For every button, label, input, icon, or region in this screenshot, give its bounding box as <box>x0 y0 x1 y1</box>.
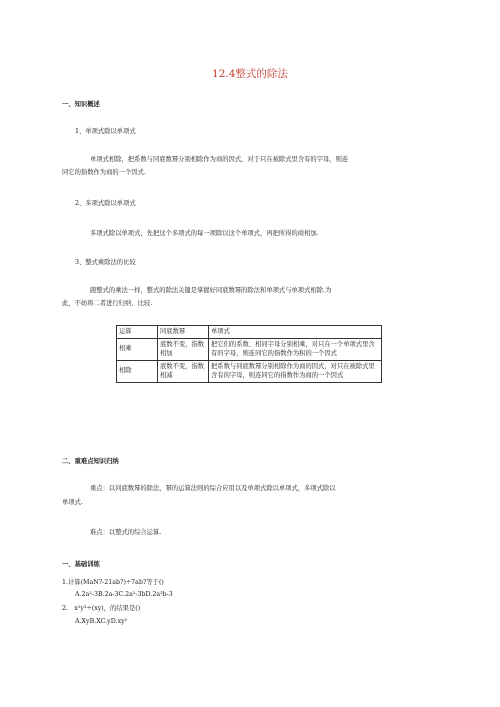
section-heading-overview: 一、知识概述 <box>62 101 100 108</box>
key-points-line1: 重点：以同底数幂的除法，幂的运算法则的综合应用以及单项式除以单项式，多项式除以 <box>90 485 336 492</box>
subheading-mono-div-mono: 1、单项式除以单项式 <box>75 128 136 135</box>
paragraph-mono-div-line2: 同它的指数作为商的一个因式. <box>62 169 146 176</box>
paragraph-compare-line1: 跟整式的乘法一样，整式的除法关键是掌握好同底数幂的除法和单项式与单项式相除.为 <box>90 287 332 294</box>
comparison-table <box>116 325 382 383</box>
paragraph-poly-div: 多项式除以单项式，先把这个多项式的每一项除以这个单项式，再把所得的商相加. <box>90 230 319 237</box>
paragraph-mono-div-line1: 单项式相除，把系数与同底数幂分别相除作为商的因式，对于只在被除式里含有的字母，则连 <box>90 156 349 163</box>
table-cell: 底数不变，指数相减 <box>158 360 209 382</box>
table-row <box>117 338 382 360</box>
table-cell: 相乘 <box>117 338 158 360</box>
table-header-cell: 运算 <box>117 326 158 339</box>
table-cell: 底数不变，指数相加 <box>158 338 209 360</box>
table-header-row <box>117 326 382 339</box>
question-2: 2. x²y³÷(xy)，的结果是() <box>62 605 141 612</box>
paragraph-compare-line2: 此，不妨将二者进行归纳、比较. <box>62 300 153 307</box>
question-2-options: A.XyB.XC.yD.xy² <box>75 618 128 625</box>
section-heading-key-points: 二、重难点知识归纳 <box>62 458 119 465</box>
subheading-compare: 3、整式乘除法的比较 <box>75 259 136 266</box>
section-heading-basic-training: 一、基础训练 <box>62 561 100 568</box>
subheading-poly-div-mono: 2、多项式除以单项式 <box>75 200 136 207</box>
page-title: 12.4整式的除法 <box>212 68 288 80</box>
question-1-options: A.2a²-3B.2a-3C.2a²-3bD.2a³b-3 <box>75 591 173 598</box>
key-points-line2: 单项式. <box>62 499 83 506</box>
difficulty-line: 难点：以整式的综合运算. <box>90 529 162 536</box>
question-1: 1.计算(MaN?-21ab?)÷7ab?等于() <box>62 579 164 586</box>
table-header-cell: 单项式 <box>209 326 382 339</box>
table-cell: 把系数与同底数幂分别相除作为商的因式，对只在被除式里含有的字母，则连同它的指数作为商的一个因式 <box>209 360 382 382</box>
table-cell: 相除 <box>117 360 158 382</box>
table-row <box>117 360 382 382</box>
table-cell: 把它们的系数、相同字母分别相乘，对只在一个单项式里含有的字母，则连同它的指数作为积的一个因式 <box>209 338 382 360</box>
table-header-cell: 同底数幂 <box>158 326 209 339</box>
